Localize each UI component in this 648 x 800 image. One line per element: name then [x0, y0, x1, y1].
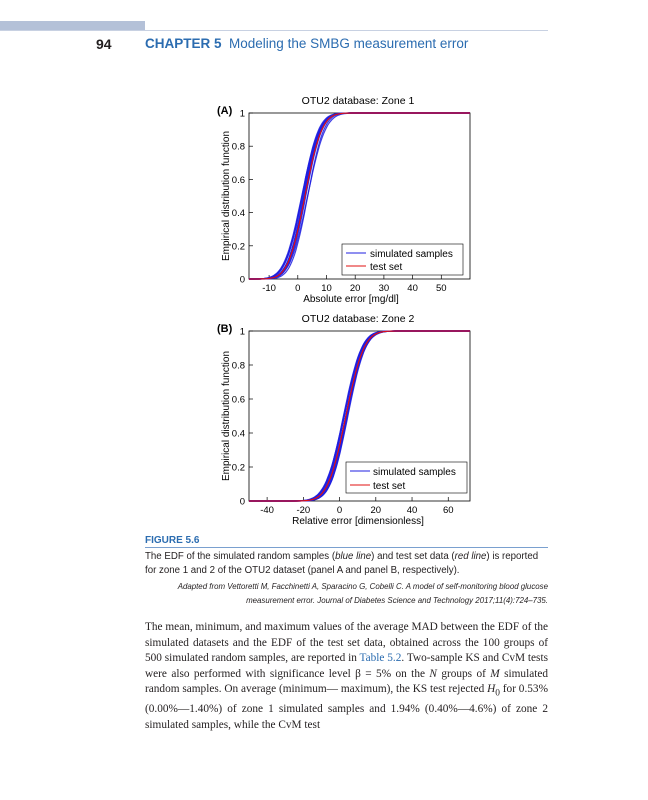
chapter-title: Modeling the SMBG measurement error — [229, 36, 469, 51]
panel-b-chart — [217, 313, 470, 527]
body-line-3: the 100 groups of 500 simulated random samples, are reported in — [145, 636, 549, 665]
caption-blue-line: blue line — [335, 551, 372, 562]
panel-a-xtick-label: 30 — [378, 283, 390, 294]
figure-source-citation: Adapted from Vettoretti M, Facchinetti A, Sparacino G, Cobelli C. A model of self-monitoring blood glucose measurement error. Journal of Diabetes Science and Technology 2017;11(4):724–735. — [177, 582, 548, 605]
var-h-subscript: 0 — [495, 688, 500, 699]
panel-a-ylabel: Empirical distribution function — [221, 130, 232, 262]
table-5-2-link[interactable]: Table 5.2 — [359, 652, 402, 665]
panel-b-ytick-label: 0.6 — [231, 394, 245, 406]
panel-a-legend-sim-label: simulated samples — [370, 249, 453, 260]
body-line-2: EDF of the simulated datasets and the EDF of the test set data, obtained across — [145, 621, 548, 649]
page-number: 94 — [96, 36, 112, 52]
body-line-1: The mean, minimum, and maximum values of the average MAD between the — [145, 621, 495, 633]
panel-a-ytick-label: 0 — [239, 274, 245, 286]
body-line-6-end: for 0.53% (0.00%—1.40%) of zone 1 simulated — [145, 683, 548, 716]
panel-b-xtick-label: 20 — [370, 505, 382, 516]
caption-text-1: The EDF of the simulated random samples ( — [145, 551, 336, 562]
body-line-5-mid: groups of — [436, 667, 491, 680]
panel-a-chart — [217, 95, 470, 305]
figure-caption — [145, 550, 549, 578]
panel-a-title: OTU2 database: Zone 1 — [301, 95, 415, 107]
panel-b-ylabel: Empirical distribution function — [221, 350, 232, 482]
panel-b-xtick-label: 0 — [336, 505, 343, 516]
caption-text-2: ) and test set data ( — [371, 551, 455, 562]
panel-a-ytick-label: 0.6 — [231, 174, 245, 186]
panel-a-xtick-label: 0 — [295, 283, 301, 294]
panel-b-xtick-label: -40 — [260, 505, 274, 516]
panel-b-ytick-label: 1 — [239, 326, 245, 338]
panel-a-xtick-label: -10 — [262, 283, 276, 294]
panel-b-label: (B) — [217, 323, 233, 335]
panel-a-ytick-label: 0.8 — [231, 141, 245, 153]
panel-b-title: OTU2 database: Zone 2 — [301, 313, 415, 325]
chapter-label: CHAPTER 5 — [145, 36, 222, 51]
panel-b-xtick-label: -20 — [296, 505, 311, 516]
panel-b-ytick-label: 0.4 — [231, 428, 245, 440]
panel-a-legend — [342, 244, 463, 275]
panel-b-xtick-label: 60 — [442, 505, 454, 516]
panel-a-ytick-label: 1 — [239, 108, 245, 120]
caption-text-3: ) is reported for zone 1 and 2 of the OTU2 dataset (panel A and panel B, respectively). — [145, 551, 539, 576]
panel-a-label: (A) — [217, 105, 233, 117]
panel-a-xtick-label: 50 — [436, 283, 447, 294]
panel-a-ytick-label: 0.4 — [231, 208, 245, 220]
panel-b-legend-test-label: test set — [373, 481, 406, 492]
panel-b-ytick-label: 0.8 — [231, 360, 245, 372]
panel-a-legend-test-label: test set — [370, 262, 403, 273]
panel-b-xlabel: Relative error [dimensionless] — [292, 516, 424, 527]
body-paragraph — [145, 620, 548, 733]
var-n: N — [429, 667, 437, 680]
body-line-7: samples and 1.94% (0.40%—4.6%) of zone 2 simulated samples, while the CvM test — [145, 703, 549, 731]
panel-a-xlabel: Absolute error [mg/dl] — [303, 294, 399, 305]
panel-b-legend-sim-label: simulated samples — [373, 467, 456, 478]
caption-rule — [145, 547, 548, 548]
var-m: M — [490, 667, 500, 680]
panel-a-xtick-label: 20 — [349, 283, 361, 294]
body-line-4: Two-sample KS and CvM tests were also performed with significance level — [145, 652, 548, 680]
body-line-5: β = 5% on the — [355, 667, 430, 680]
caption-red-line: red line — [454, 551, 487, 562]
panel-b-legend — [346, 462, 467, 493]
panel-a-xtick-label: 10 — [321, 283, 332, 294]
panel-b-xtick-label: 40 — [406, 505, 418, 516]
panel-a-ytick-label: 0.2 — [231, 241, 245, 253]
panel-a-xtick-label: 40 — [407, 283, 418, 294]
figure-label: FIGURE 5.6 — [145, 535, 200, 546]
body-line-6: maximum), the KS test rejected — [340, 683, 488, 696]
var-h: H — [487, 683, 496, 696]
body-line-5-end: simulated random samples. On average (minimum— — [145, 667, 549, 696]
body-line-3-end: . — [401, 652, 405, 665]
panel-b-ytick-label: 0 — [239, 496, 245, 508]
panel-b-ytick-label: 0.2 — [231, 462, 245, 474]
